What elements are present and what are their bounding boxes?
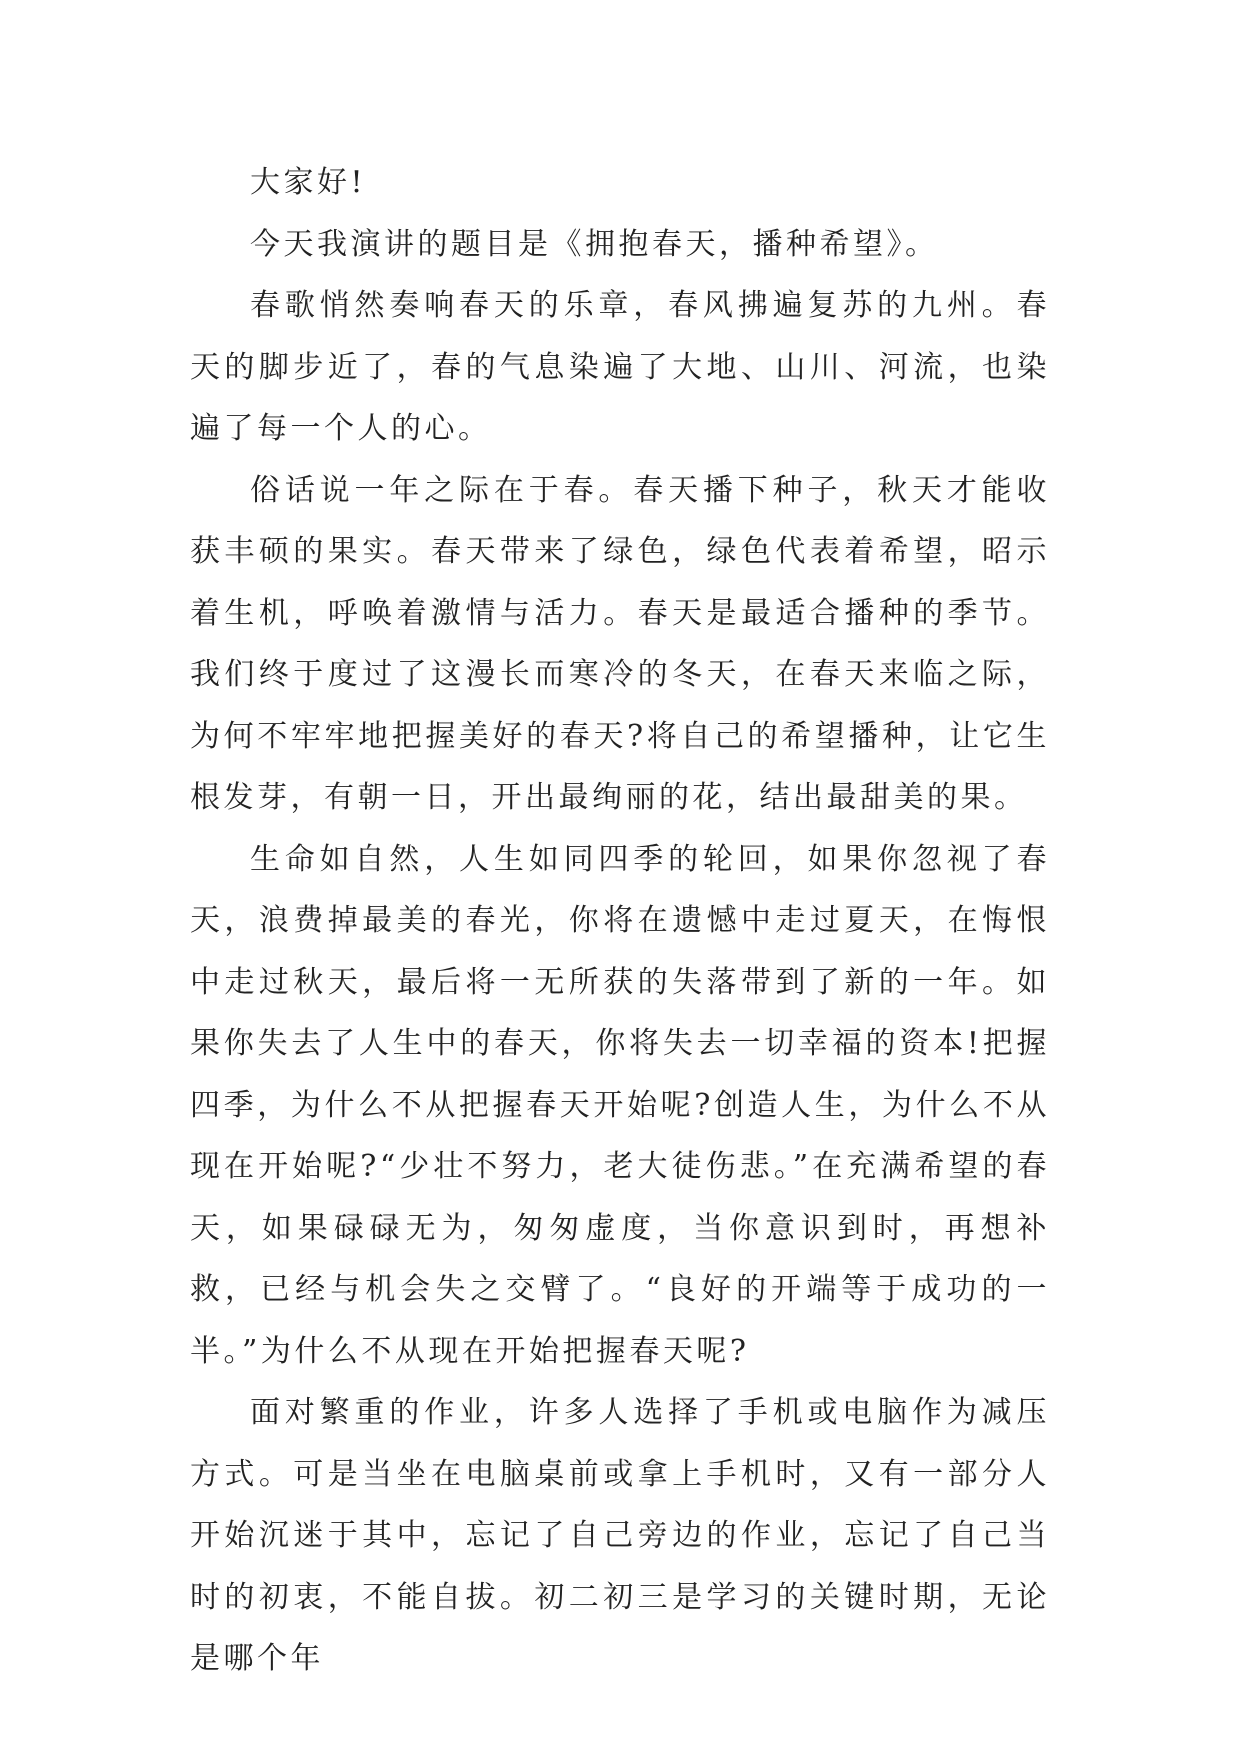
topic-paragraph: 今天我演讲的题目是《拥抱春天，播种希望》。 — [250, 226, 939, 262]
body-paragraph: 俗话说一年之际在于春。春天播下种子，秋天才能收获丰硕的果实。春天带来了绿色，绿色代表着希望，昭示着生机，呼唤着激情与活力。春天是最适合播种的季节。我们终于度过了这漫长而寒冷的冬天，在春天来临之际，为何不牢牢地把握美好的春天?将自己的希望播种，让它生根发芽，有朝一日，开出最绚丽的花，结出最甜美的果。 — [190, 472, 1050, 815]
body-paragraph: 生命如自然，人生如同四季的轮回，如果你忽视了春天，浪费掉最美的春光，你将在遗憾中走过夏天，在悔恨中走过秋天，最后将一无所获的失落带到了新的一年。如果你失去了人生中的春天，你将失去一切幸福的资本!把握四季，为什么不从把握春天开始呢?创造人生，为什么不从现在开始呢?“少壮不努力，老大徒伤悲。”在充满希望的春天，如果碌碌无为，匆匆虚度，当你意识到时，再想补救，已经与机会失之交臂了。“良好的开端等于成功的一半。”为什么不从现在开始把握春天呢? — [190, 841, 1050, 1369]
body-paragraph: 面对繁重的作业，许多人选择了手机或电脑作为减压方式。可是当坐在电脑桌前或拿上手机时，又有一部分人开始沉迷于其中，忘记了自己旁边的作业，忘记了自己当时的初衷，不能自拔。初二初三是学习的关键时期，无论是哪个年 — [190, 1395, 1050, 1676]
body-paragraph: 春歌悄然奏响春天的乐章，春风拂遍复苏的九州。春天的脚步近了，春的气息染遍了大地、山川、河流，也染遍了每一个人的心。 — [190, 288, 1050, 446]
greeting-paragraph: 大家好! — [250, 165, 367, 200]
document-page — [190, 152, 1050, 1690]
